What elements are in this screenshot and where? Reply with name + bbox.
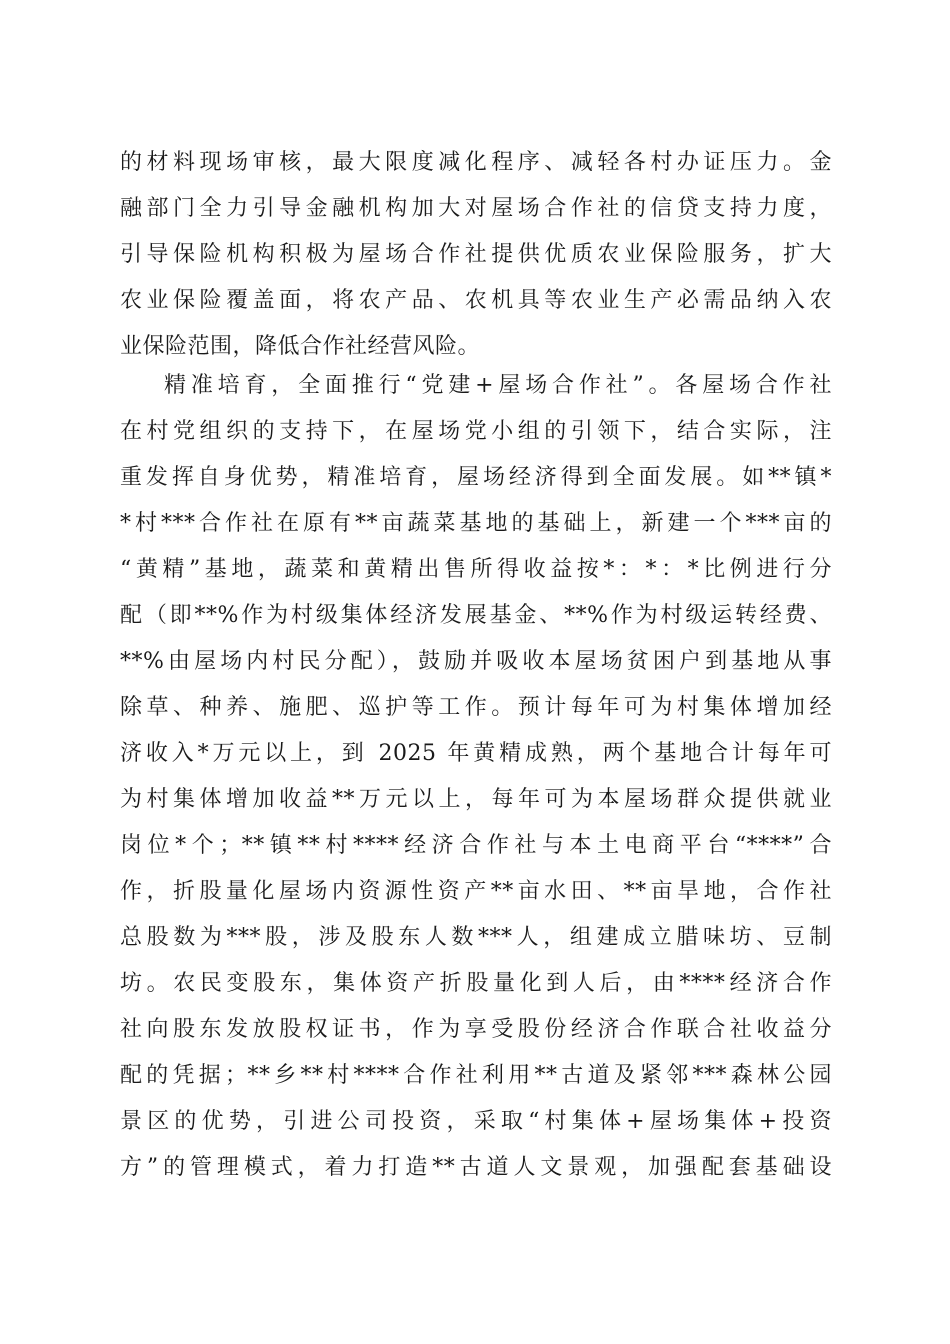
paragraph-line: 社向股东发放股权证书，作为享受股份经济合作联合社收益分 [120,1017,832,1042]
paragraph-line: 融部门全力引导金融机构加大对屋场合作社的信贷支持力度， [120,196,832,221]
paragraph-line: 的材料现场审核，最大限度减化程序、减轻各村办证压力。金 [120,150,832,175]
paragraph-line: 配（即**%作为村级集体经济发展基金、**%作为村级运转经费、 [120,603,832,628]
paragraph-line: 景区的优势，引进公司投资，采取“村集体+屋场集体+投资 [120,1109,832,1134]
paragraph-line: 总股数为***股，涉及股东人数***人，组建成立腊味坊、豆制 [120,925,832,950]
paragraph-line: 为村集体增加收益**万元以上，每年可为本屋场群众提供就业 [120,787,832,812]
paragraph-line: 除草、种养、施肥、巡护等工作。预计每年可为村集体增加经 [120,695,832,720]
paragraph-line: **%由屋场内村民分配），鼓励并吸收本屋场贫困户到基地从事 [120,649,832,674]
paragraph-2 [120,363,832,1191]
paragraph-line: 业保险范围，降低合作社经营风险。 [120,334,481,359]
paragraph-line: 重发挥自身优势，精准培育，屋场经济得到全面发展。如**镇* [120,465,832,490]
paragraph-line: *村***合作社在原有**亩蔬菜基地的基础上，新建一个***亩的 [120,511,832,536]
paragraph-line: 岗位*个；**镇**村****经济合作社与本土电商平台“****”合 [120,833,832,858]
paragraph-line: 精准培育，全面推行“党建+屋场合作社”。各屋场合作社 [164,373,832,398]
paragraph-line: 方”的管理模式，着力打造**古道人文景观，加强配套基础设 [120,1155,832,1180]
paragraph-line: 引导保险机构积极为屋场合作社提供优质农业保险服务，扩大 [120,242,832,267]
paragraph-line: 在村党组织的支持下，在屋场党小组的引领下，结合实际，注 [120,419,832,444]
paragraph-line: 作，折股量化屋场内资源性资产**亩水田、**亩旱地，合作社 [120,879,832,904]
paragraph-line: 配的凭据；**乡**村****合作社利用**古道及紧邻***森林公园 [120,1063,832,1088]
paragraph-line: 农业保险覆盖面，将农产品、农机具等农业生产必需品纳入农 [120,288,832,313]
paragraph-line: 济收入*万元以上，到 2025 年黄精成熟，两个基地合计每年可 [120,741,832,766]
paragraph-1 [120,140,832,370]
paragraph-line: “黄精”基地，蔬菜和黄精出售所得收益按*：*：*比例进行分 [120,557,832,582]
paragraph-line: 坊。农民变股东，集体资产折股量化到人后，由****经济合作 [120,971,832,996]
